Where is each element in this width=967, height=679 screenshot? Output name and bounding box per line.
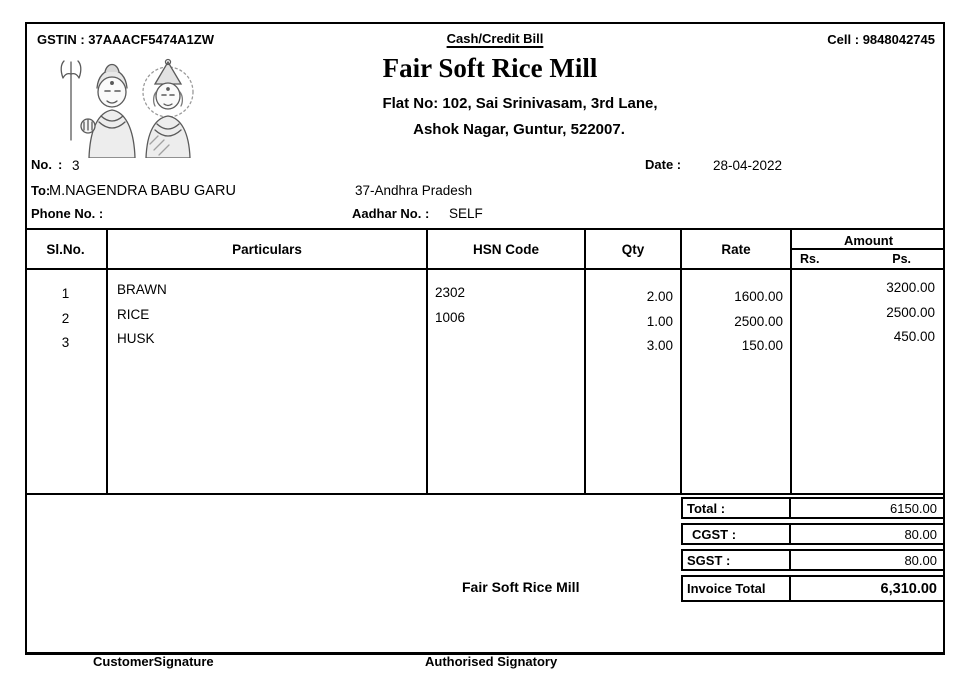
item-amount: 450.00 <box>893 329 935 345</box>
qty-column <box>585 269 681 494</box>
aadhar-label: Aadhar No. : <box>352 206 430 221</box>
cgst-label: CGST : <box>683 525 791 543</box>
items-table <box>25 228 945 495</box>
item-slno: 3 <box>61 335 70 351</box>
col-header-particulars: Particulars <box>107 229 427 269</box>
item-rate: 2500.00 <box>734 313 783 329</box>
amount-ps-label: Ps. <box>892 251 911 266</box>
cgst-value: 80.00 <box>904 526 937 542</box>
item-rate: 1600.00 <box>734 289 783 304</box>
item-slno: 2 <box>61 310 70 326</box>
company-address-line2: Ashok Nagar, Guntur, 522007. <box>413 121 625 138</box>
phone-label: Phone No. : <box>31 206 104 221</box>
item-qty: 1.00 <box>646 313 673 329</box>
rate-column <box>681 269 791 494</box>
bill-sheet <box>25 22 945 669</box>
shiva-parvati-logo-image <box>55 52 210 158</box>
total-label: Total : <box>683 499 791 517</box>
cgst-row <box>681 523 945 545</box>
amount-rs-label: Rs. <box>800 251 820 266</box>
item-amount: 3200.00 <box>886 280 935 295</box>
item-particulars: BRAWN <box>117 282 167 297</box>
state-code: 37-Andhra Pradesh <box>355 183 473 198</box>
item-hsn: 2302 <box>435 285 466 300</box>
date-label: Date : <box>645 157 682 172</box>
col-header-rate: Rate <box>681 229 791 269</box>
slno-column <box>25 269 107 494</box>
amount-header-label: Amount <box>792 231 945 250</box>
customer-name: M.NAGENDRA BABU GARU <box>49 183 236 199</box>
hsn-column <box>427 269 585 494</box>
customer-signature-label: CustomerSignature <box>93 654 214 669</box>
sgst-value: 80.00 <box>904 552 937 568</box>
col-header-qty: Qty <box>585 229 681 269</box>
item-rate: 150.00 <box>741 338 783 354</box>
footer-company-name: Fair Soft Rice Mill <box>462 579 580 595</box>
invoice-no-colon: : <box>58 157 63 172</box>
items-header-row <box>25 229 945 269</box>
item-hsn: 1006 <box>435 309 466 325</box>
gstin-text: GSTIN : 37AAACF5474A1ZW <box>37 32 214 47</box>
bill-type-text: Cash/Credit Bill <box>446 31 544 46</box>
total-row <box>681 497 945 519</box>
particulars-column <box>107 269 427 494</box>
items-body-row <box>25 269 945 494</box>
sgst-row <box>681 549 945 571</box>
invoice-total-label: Invoice Total <box>683 577 791 600</box>
col-header-slno: Sl.No. <box>25 229 107 269</box>
sgst-label: SGST : <box>683 551 791 569</box>
amount-column <box>791 269 945 494</box>
col-header-hsn: HSN Code <box>427 229 585 269</box>
item-amount: 2500.00 <box>886 304 935 320</box>
invoice-total-value: 6,310.00 <box>880 580 937 597</box>
company-name: Fair Soft Rice Mill <box>382 53 598 83</box>
item-particulars: RICE <box>117 306 150 322</box>
item-slno: 1 <box>61 286 70 301</box>
authorised-signatory-label: Authorised Signatory <box>425 654 558 669</box>
invoice-no-label: No. <box>31 157 52 172</box>
bill-type-title <box>35 31 955 46</box>
item-particulars: HUSK <box>117 331 155 347</box>
to-label: To: <box>31 183 51 198</box>
item-qty: 3.00 <box>646 338 673 354</box>
invoice-no-value: 3 <box>72 158 80 173</box>
item-qty: 2.00 <box>646 289 673 304</box>
date-value: 28-04-2022 <box>713 158 783 173</box>
total-value: 6150.00 <box>890 500 937 516</box>
invoice-total-row <box>681 575 945 602</box>
item-hsn <box>435 330 584 355</box>
cell-number: Cell : 9848042745 <box>827 32 935 47</box>
aadhar-value: SELF <box>449 206 483 221</box>
totals-section <box>681 497 945 602</box>
company-address-line1: Flat No: 102, Sai Srinivasam, 3rd Lane, <box>382 95 658 112</box>
col-header-amount <box>791 229 945 269</box>
